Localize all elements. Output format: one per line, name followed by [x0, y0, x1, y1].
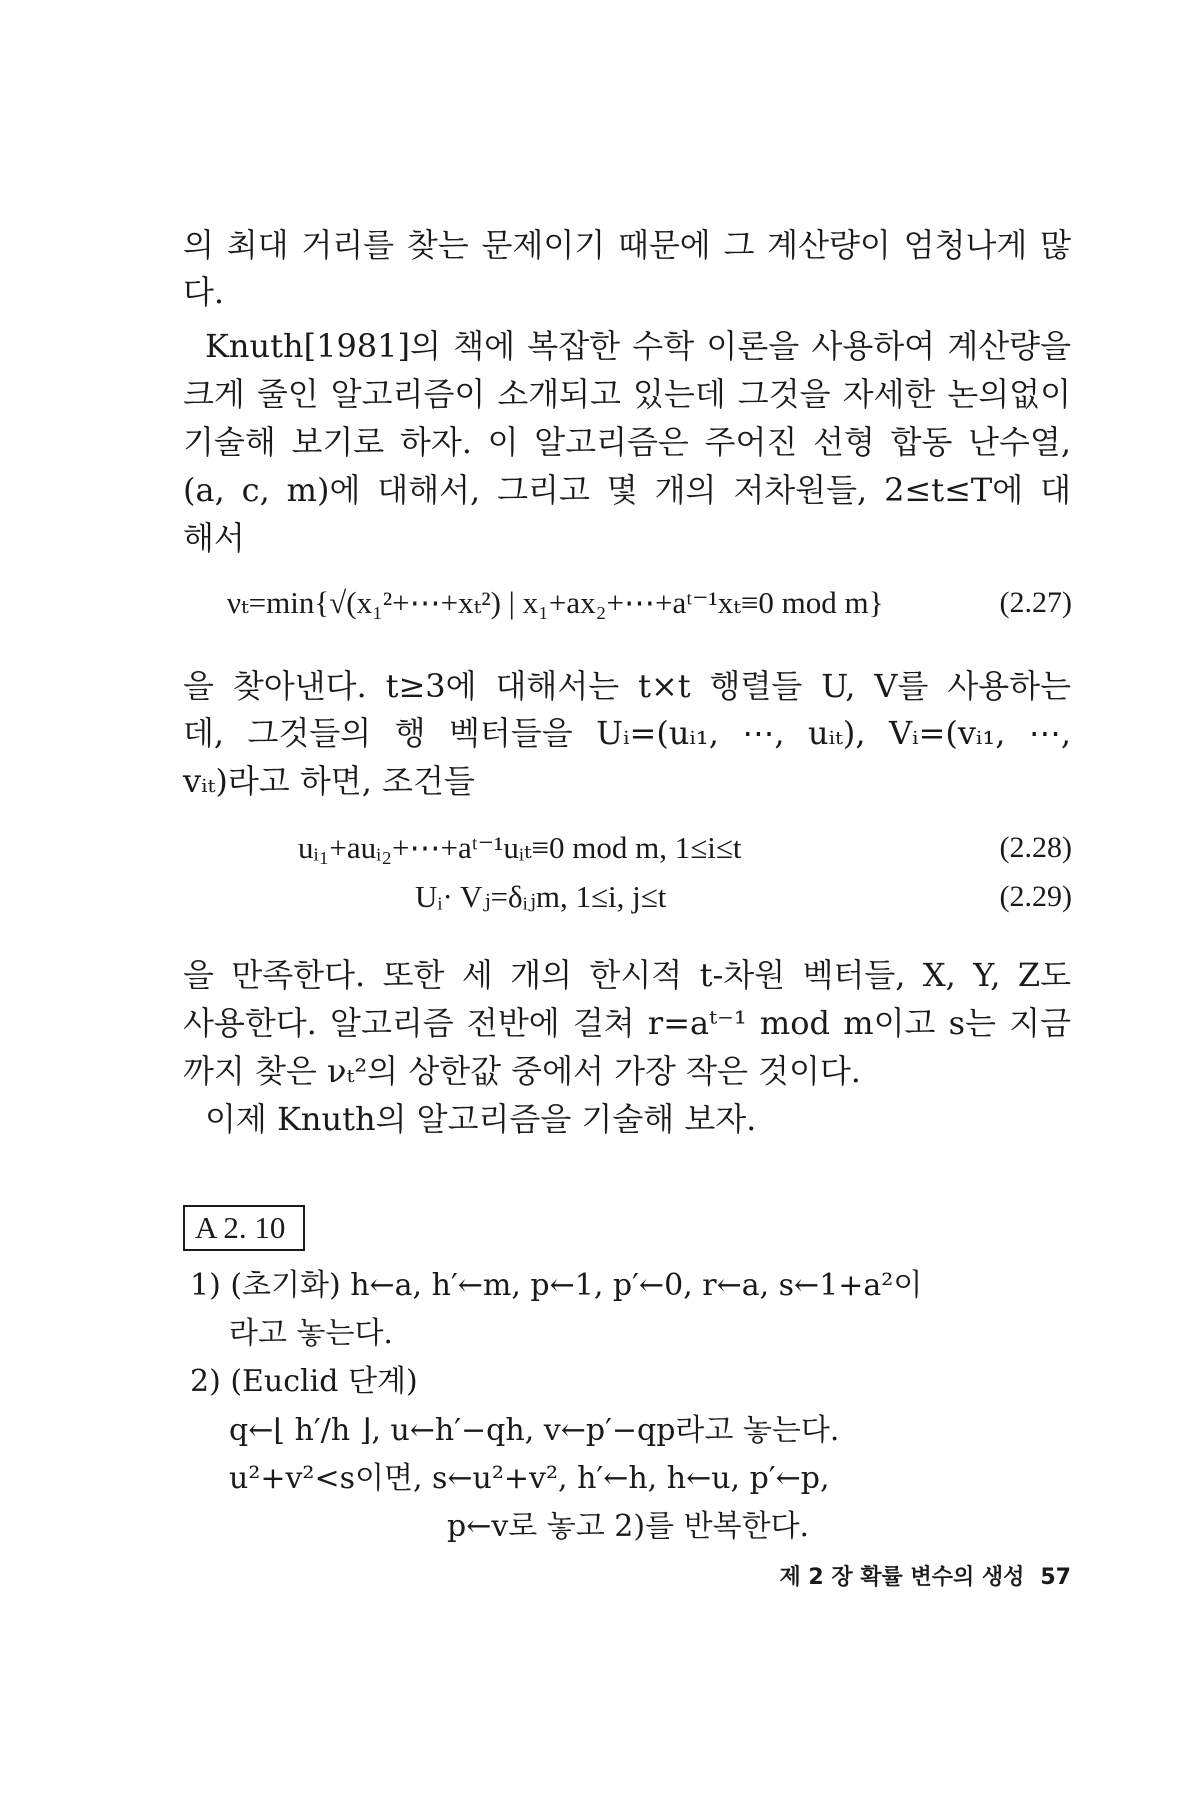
- paragraph-2-line-4: (a, c, m)에 대해서, 그리고 몇 개의 저차원들, 2≤t≤T에 대: [183, 471, 1071, 509]
- equation-2-29: Uᵢ· Vⱼ=δᵢⱼm, 1≤i, j≤t: [415, 879, 667, 914]
- paragraph-2-line-2: 크게 줄인 알고리즘이 소개되고 있는데 그것을 자세한 논의없이: [183, 375, 1071, 413]
- paragraph-1-line-2: 다.: [183, 273, 225, 311]
- algorithm-step-2-title: 2) (Euclid 단계): [190, 1364, 418, 1399]
- page-footer: [658, 1563, 1071, 1593]
- paragraph-2-line-1: Knuth[1981]의 책에 복잡한 수학 이론을 사용하여 계산량을: [205, 327, 1071, 365]
- algorithm-step-1-line-2: 라고 놓는다.: [229, 1316, 393, 1351]
- paragraph-2-line-5: 해서: [183, 519, 245, 557]
- paragraph-3-line-3: vᵢₜ)라고 하면, 조건들: [183, 762, 475, 800]
- paragraph-4-line-2: 사용한다. 알고리즘 전반에 걸쳐 r=aᵗ⁻¹ mod m이고 s는 지금: [183, 1004, 1071, 1042]
- algorithm-step-2-line-3: p←v로 놓고 2)를 반복한다.: [447, 1509, 810, 1544]
- algorithm-label-box: A 2. 10: [183, 1205, 305, 1251]
- algorithm-step-2-line-2: u²+v²<s이면, s←u²+v², h′←h, h←u, p′←p,: [229, 1461, 830, 1496]
- paragraph-5-line-1: 이제 Knuth의 알고리즘을 기술해 보자.: [205, 1100, 757, 1138]
- equation-number-2-27: (2.27): [999, 586, 1072, 619]
- paragraph-4-line-1: 을 만족한다. 또한 세 개의 한시적 t-차원 벡터들, X, Y, Z도: [183, 956, 1071, 994]
- paragraph-3-line-1: 을 찾아낸다. t≥3에 대해서는 t×t 행렬들 U, V를 사용하는: [183, 667, 1071, 705]
- equation-number-2-28: (2.28): [999, 831, 1072, 864]
- page-number: 57: [1040, 1565, 1071, 1590]
- paragraph-3-line-2: 데, 그것들의 행 벡터들을 Uᵢ=(uᵢ₁, ⋯, uᵢₜ), Vᵢ=(vᵢ₁, ⋯,: [183, 714, 1071, 752]
- equation-2-27: νₜ=min{√(x₁²+⋯+xₜ²) | x₁+ax₂+⋯+aᵗ⁻¹xₜ≡0 mod m}: [227, 585, 884, 620]
- paragraph-4-line-3: 까지 찾은 νₜ²의 상한값 중에서 가장 작은 것이다.: [183, 1052, 861, 1090]
- equation-2-28: uᵢ₁+auᵢ₂+⋯+aᵗ⁻¹uᵢₜ≡0 mod m, 1≤i≤t: [298, 830, 742, 865]
- chapter-title: 제 2 장 확률 변수의 생성: [779, 1565, 1025, 1590]
- paragraph-2-line-3: 기술해 보기로 하자. 이 알고리즘은 주어진 선형 합동 난수열,: [183, 423, 1071, 461]
- algorithm-step-2-line-1: q←⌊ h′/h ⌋, u←h′−qh, v←p′−qp라고 놓는다.: [229, 1413, 840, 1448]
- paragraph-1-line-1: 의 최대 거리를 찾는 문제이기 때문에 그 계산량이 엄청나게 많: [183, 226, 1071, 264]
- equation-number-2-29: (2.29): [999, 880, 1072, 913]
- algorithm-step-1-line-1: 1) (초기화) h←a, h′←m, p←1, p′←0, r←a, s←1+a²이: [190, 1268, 923, 1303]
